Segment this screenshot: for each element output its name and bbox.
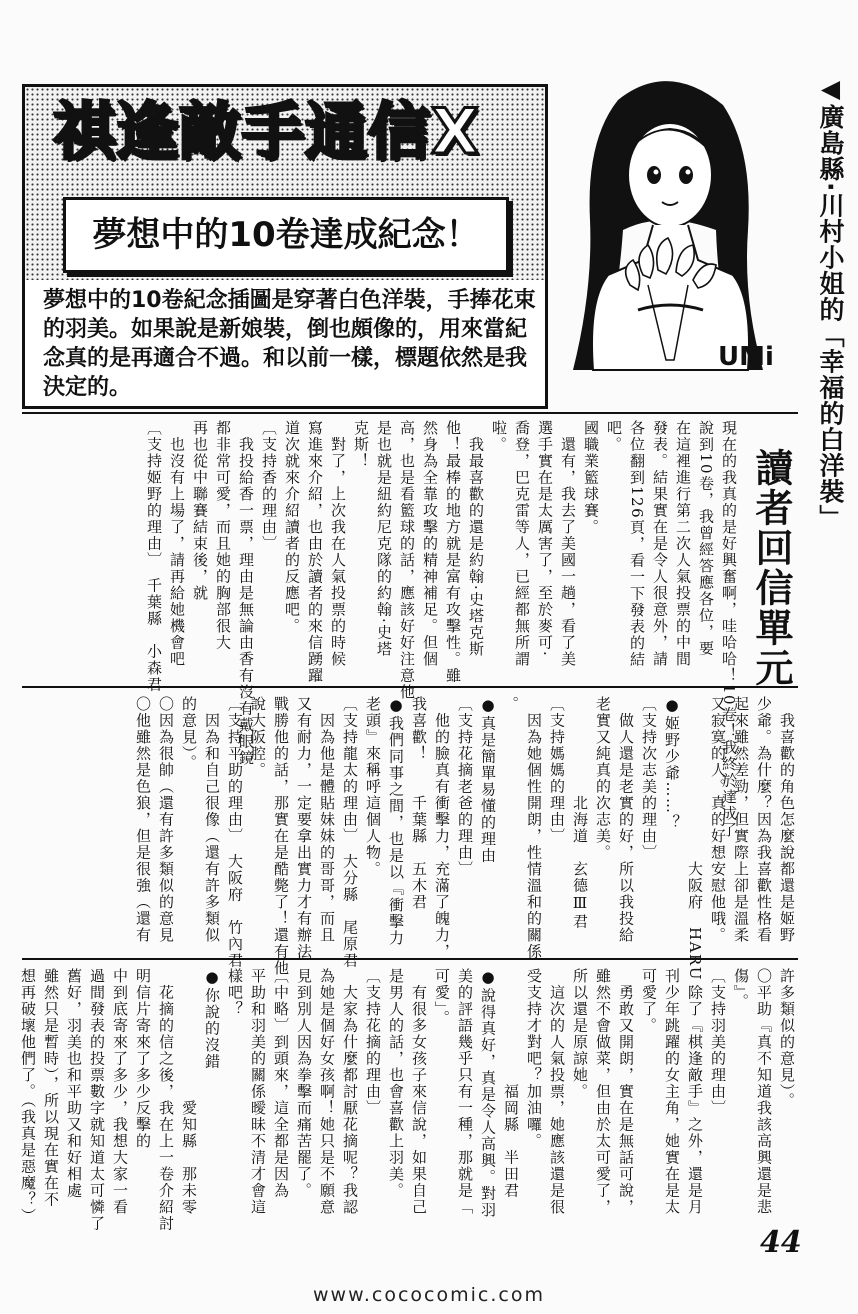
watermark: www.cococomic.com [313, 1284, 545, 1306]
top-section-text: 現在的我真的是好興奮啊，哇哈哈！10卷！我終於達成了 說到10卷，我曾經答應各位，要 在這裡進行第二次人氣投票的中間 發表。結果實在是令人很意外，請 各位翻到126頁，看一下發表的結 吧。 國職業籃球賽。 還有，我去了美國一趟，看了美 選手實在是太厲害了，至於麥可· 喬登，巴克雷等人，已經都無所謂 啦。 我最喜歡的還是約翰·史塔克斯 他！最棒的地方就是富有攻擊性。雖 然身為全靠攻擊的精神補足。但個 高，也是看籃球的話，應該好好注意他 是也就是紐約尼克隊的約翰·史塔 克斯！ 對了，上次我在人氣投票的時候 寫進來介紹，也由於讀者的來信踴躍 道次就來介紹讀者的反應吧。 〔支持香的理由〕 我投給香一票，理由是無論由香有沒有戴眼鏡 都非常可愛，而且她的胸部很大 再也從中聯賽結束後，就 也沒有上場了，請再給她機會吧 〔支持姬野的理由〕 千葉縣 小森君 [145, 420, 738, 839]
illustration-signature: UMi [718, 342, 774, 372]
bottom-section-text: 許多類似的意見）。 〇平助『真不知道我該高興還是悲 傷』。 〔支持羽美的理由〕 除了『棋逢敵手』之外，還是月 刊少年跳躍的女主角，她實在是太 可愛了。 勇敢又開朗，實在是無話可說， 雖然不會做菜，但由於太可愛了， 所以還是原諒她。 這次的人氣投票，她應該還是很 受支持才對吧？加油囉。 福岡縣 半田君 ●說得真好，真是令人高興。對羽 美的評語幾乎只有一種，那就是「 可愛」。 有很多女孩子來信說，如果自己 是男人的話，也會喜歡上羽美。 〔支持花摘的理由〕 大家為什麼都討厭花摘呢？我認 為她是個好女孩啊！她只是不願意 見到別人因為拳擊而痛苦罷了。 〔中略〕到頭來，這全都是因為 平助和羽美的關係曖昧不清才會這 樣吧？ ●你說的沒錯 愛知縣 那未零 花摘的信之後，我在上一卷介紹討 明信片寄來了多少反擊的 中到底寄來了多少，我想大家一看 過間發表的投票數字就知道太可憐了 舊好，羽美也和平助又和好相處 雖然只是暫時），所以現在實在不 想再破壞他們了。（我真是惡魔？） [19, 968, 796, 1232]
intro-box [22, 280, 548, 409]
illustration-caption: ◀廣島縣·川村小姐的「幸福的白洋裝」 [816, 74, 845, 531]
banner-subtitle-box [63, 197, 509, 273]
page-number: 44 [760, 1225, 802, 1260]
middle-section-text: 我喜歡的角色怎麼說都還是姬野 少爺。為什麼？因為我喜歡性格看 起來雖然差勁，但實際上卻是溫柔 又寂寞的人。真的好想安慰他哦。 大阪府 HARU ●姬野少爺……？ 〔支持次志美的理由〕 做人還是老實的好，所以我投給 老實又純真的次志美。 北海道 玄德Ⅲ君 〔支持媽媽的理由〕 因為她個性開朗，性情溫和的關係 。 ●真是簡單易懂的理由 〔支持花摘老爸的理由〕 他的臉真有衝擊力，充滿了魄力， 我喜歡！ 千葉縣 五木君 ●我們同事之間，也是以『衝擊力 老頭』來稱呼這個人物。 〔支持龍太的理由〕 大分縣 尾原君 因為他是體貼妹妹的哥哥，而且 又有耐力，一定要拿出實力才有辦法 戰勝他的話，那實在是酷斃了！還有他 說大阪腔。 〔支持平助的理由〕 大阪府 竹內君 因為和自己很像（還有許多類似 的意見）。 〇因為很帥（還有許多類似的意見 〇他雖然是色狼，但是很強（還有 [134, 696, 796, 981]
bride-illustration [548, 70, 788, 410]
top-rule [22, 412, 798, 414]
readers-reply-heading: 讀者回信單元 [749, 448, 793, 688]
banner-subtitle: 夢想中的10卷達成紀念！ [92, 215, 480, 255]
intro-text: 夢想中的10卷紀念插圖是穿著白色洋裝，手捧花束的羽美。如果說是新娘裝，倒也頗像的，用來當紀念真的是再適合不過。和以前一樣，標題依然是我決定的。 [43, 288, 536, 400]
title-banner [22, 84, 548, 286]
lower-rule [22, 958, 798, 960]
banner-title: 祺逢敵手通信X [53, 95, 480, 168]
